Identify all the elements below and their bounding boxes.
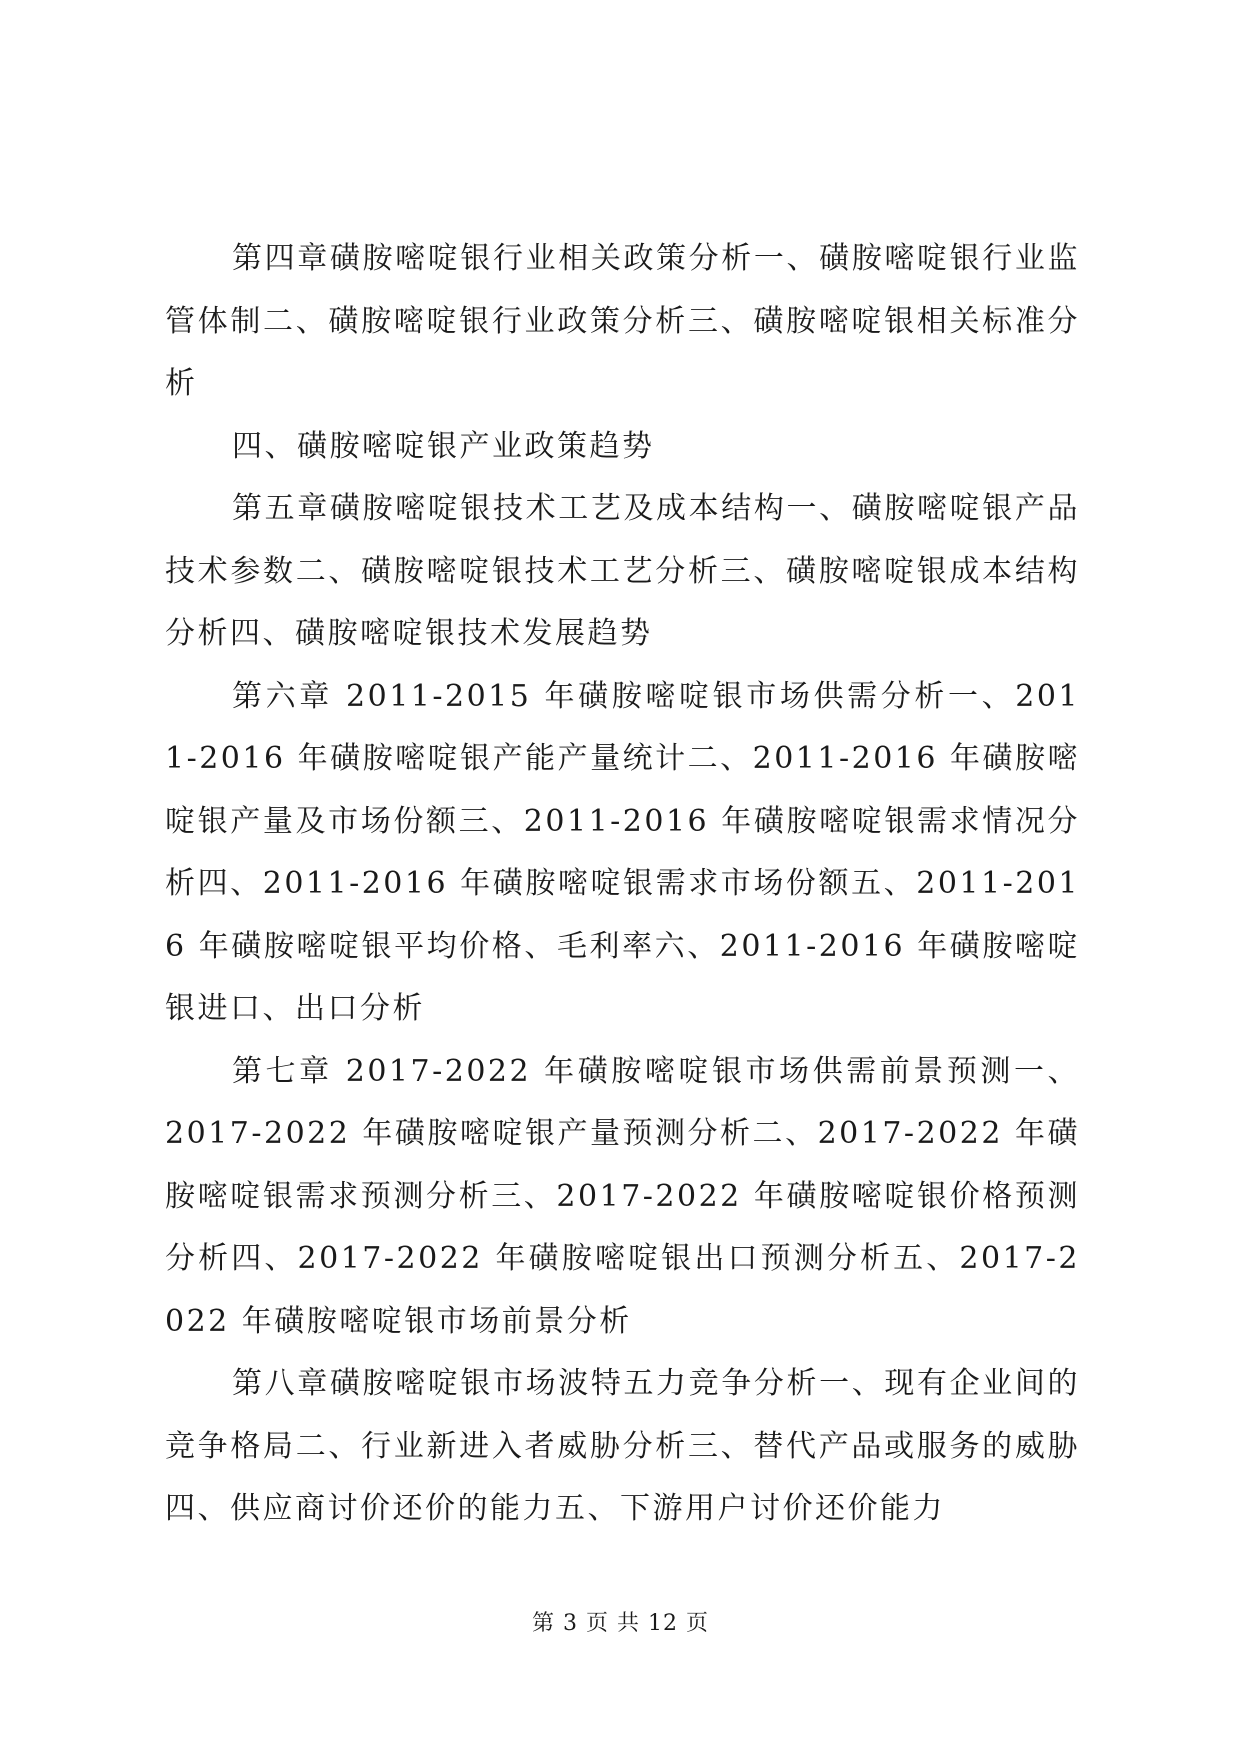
paragraph-chapter-4-item-4: 四、磺胺嘧啶银产业政策趋势 — [232, 428, 655, 464]
paragraph-chapter-7: 第七章 2017-2022 年磺胺嘧啶银市场供需前景预测一、2017-2022 年磺胺嘧啶银产量预测分析二、2017-2022 年磺胺嘧啶银需求预测分析三、2017-2022 年磺胺嘧啶银价格预测分析四、2017-2022 年磺胺嘧啶银出口预测分析五、2017-2022 年磺胺嘧啶银市场前景分析 — [165, 1053, 1080, 1339]
paragraph-chapter-4: 第四章磺胺嘧啶银行业相关政策分析一、磺胺嘧啶银行业监管体制二、磺胺嘧啶银行业政策分析三、磺胺嘧啶银相关标准分析 — [165, 241, 1080, 401]
page-number-footer: 第 3 页 共 12 页 — [532, 1611, 709, 1636]
paragraph-chapter-5: 第五章磺胺嘧啶银技术工艺及成本结构一、磺胺嘧啶银产品技术参数二、磺胺嘧啶银技术工艺分析三、磺胺嘧啶银成本结构分析四、磺胺嘧啶银技术发展趋势 — [165, 491, 1080, 651]
paragraph-chapter-8: 第八章磺胺嘧啶银市场波特五力竞争分析一、现有企业间的竞争格局二、行业新进入者威胁分析三、替代产品或服务的威胁四、供应商讨价还价的能力五、下游用户讨价还价能力 — [165, 1366, 1080, 1526]
paragraph-chapter-6: 第六章 2011-2015 年磺胺嘧啶银市场供需分析一、2011-2016 年磺胺嘧啶银产能产量统计二、2011-2016 年磺胺嘧啶银产量及市场份额三、2011-2016 年磺胺嘧啶银需求情况分析四、2011-2016 年磺胺嘧啶银需求市场份额五、2011-2016 年磺胺嘧啶银平均价格、毛利率六、2011-2016 年磺胺嘧啶银进口、出口分析 — [165, 678, 1080, 1026]
document-body — [165, 228, 1080, 1541]
